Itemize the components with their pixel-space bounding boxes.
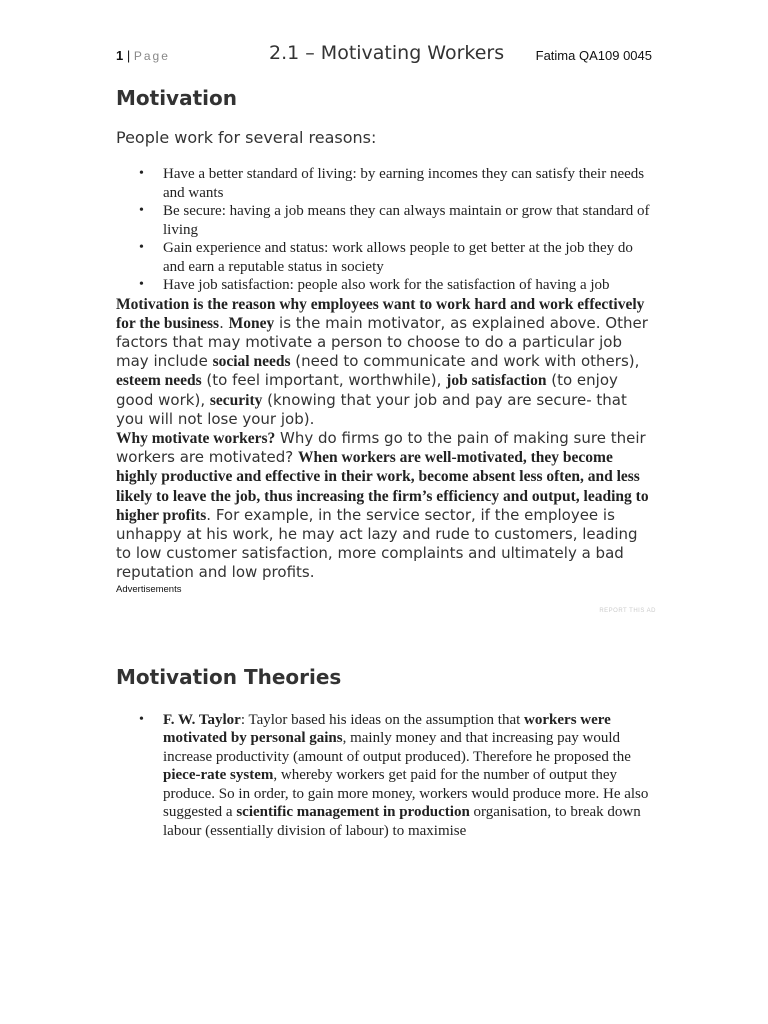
scientific-management-bold: scientific management in production: [236, 804, 470, 821]
motivation-definition-paragraph: [116, 295, 656, 429]
document-body: [116, 86, 656, 840]
list-item: • Be secure: having a job means they can always maintain or grow that standard of living: [163, 202, 656, 239]
advertisements-label: Advertisements: [116, 583, 182, 595]
motivation-heading: Motivation: [116, 86, 237, 110]
security-bold: security: [209, 391, 263, 409]
text-run: : Taylor based his ideas on the assumption that: [240, 711, 525, 728]
text-run: , whereby workers get paid for the number of output they produce. So in order, to gain more money, workers would produce more. He also suggested a: [163, 767, 649, 821]
page-header: [116, 42, 652, 70]
text-run: is the main motivator, as explained above. Other factors that may motivate a person to choose to do a particular job may include: [116, 313, 648, 371]
money-bold: Money: [228, 314, 275, 332]
motivation-theories-heading: Motivation Theories: [116, 664, 342, 689]
theories-list: [116, 711, 656, 841]
job-satisfaction-bold: job satisfaction: [446, 372, 547, 390]
text-run: .: [219, 313, 229, 332]
list-item: [163, 711, 656, 841]
page-separator: |: [123, 48, 134, 63]
why-motivate-paragraph: [116, 429, 656, 583]
list-item: • Have a better standard of living: by earning incomes they can satisfy their needs and wants: [163, 165, 656, 202]
page-number: 1: [116, 48, 124, 63]
social-needs-bold: social needs: [212, 353, 291, 371]
document-title: 2.1 – Motivating Workers: [269, 42, 505, 64]
list-item: • Have job satisfaction: people also work for the satisfaction of having a job: [163, 276, 656, 295]
text-run: (to enjoy good work),: [116, 371, 618, 409]
page-word: Page: [133, 49, 170, 63]
author-id: Fatima QA109 0045: [535, 48, 652, 63]
text-run: . For example, in the service sector, if the employee is unhappy at his work, he may act lazy and rude to customers, leading to low customer satisfaction, more complaints and ultimately a bad reputation and low profits.: [116, 505, 638, 582]
taylor-name: F. W. Taylor: [163, 711, 241, 728]
report-ad-link[interactable]: REPORT THIS AD: [599, 607, 656, 614]
why-motivate-bold: Why motivate workers?: [116, 429, 276, 447]
intro-text: People work for several reasons:: [116, 128, 377, 147]
reasons-list: [116, 165, 656, 295]
definition-bold: Motivation is the reason why employees want to work hard and work effectively for the business: [116, 295, 645, 332]
page-number-label: [116, 48, 170, 63]
esteem-needs-bold: esteem needs: [116, 372, 202, 390]
text-run: (need to communicate and work with others),: [290, 352, 640, 371]
well-motivated-bold: When workers are well-motivated, they become highly productive and effective in their work, become absent less often, and less likely to leave the job, thus increasing the firm’s efficiency and output, leading to higher profits: [116, 449, 649, 524]
piece-rate-bold: piece-rate system: [163, 767, 274, 784]
list-item: • Gain experience and status: work allows people to get better at the job they do and earn a reputable status in society: [163, 239, 656, 276]
text-run: (knowing that your job and pay are secure- that you will not lose your job).: [116, 390, 627, 428]
text-run: (to feel important, worthwhile),: [201, 371, 447, 390]
text-run: organisation, to break down labour (essentially division of labour) to maximise: [163, 804, 641, 839]
text-run: , mainly money and that increasing pay would increase productivity (amount of output produced). Therefore he proposed the: [163, 730, 631, 765]
personal-gains-bold: workers were motivated by personal gains: [163, 711, 611, 747]
text-run: Why do firms go to the pain of making sure their workers are motivated?: [116, 428, 646, 467]
